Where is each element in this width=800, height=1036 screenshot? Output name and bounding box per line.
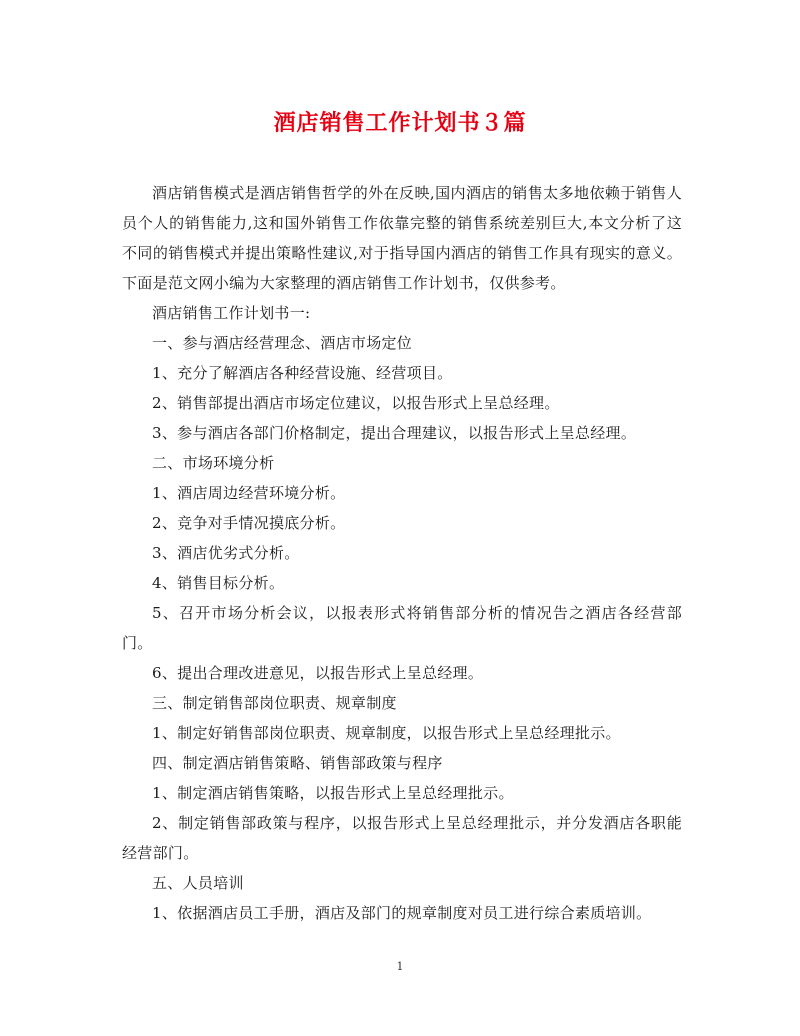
list-item: 1、酒店周边经营环境分析。 — [152, 484, 346, 502]
intro-paragraph: 酒店销售模式是酒店销售哲学的外在反映,国内酒店的销售太多地依赖于销售人员个人的销售能力,这和国外销售工作依靠完整的销售系统差别巨大,本文分析了这不同的销售模式并提出策略性建议,对于指导国内酒店的销售工作具有现实的意义。下面是范文网小编为大家整理的酒店销售工作计划书，仅供参考。 — [122, 184, 682, 292]
section-heading: 五、人员培训 — [152, 874, 244, 892]
section-heading: 酒店销售工作计划书一: — [152, 304, 311, 322]
list-item: 1、依据酒店员工手册，酒店及部门的规章制度对员工进行综合素质培训。 — [152, 904, 652, 922]
section-heading: 一、参与酒店经营理念、酒店市场定位 — [152, 334, 413, 352]
page-number: 1 — [396, 960, 404, 973]
list-item: 1、制定酒店销售策略，以报告形式上呈总经理批示。 — [152, 784, 514, 802]
list-item: 3、酒店优劣式分析。 — [152, 544, 300, 562]
list-item: 2、销售部提出酒店市场定位建议，以报告形式上呈总经理。 — [152, 394, 560, 412]
list-item: 5、召开市场分析会议，以报表形式将销售部分析的情况告之酒店各经营部门。 — [122, 604, 682, 652]
section-heading: 三、制定销售部岗位职责、规章制度 — [152, 694, 397, 712]
list-item: 2、竞争对手情况摸底分析。 — [152, 514, 346, 532]
list-item: 1、充分了解酒店各种经营设施、经营项目。 — [152, 364, 453, 382]
document-body — [122, 178, 682, 928]
list-item: 6、提出合理改进意见，以报告形式上呈总经理。 — [152, 664, 484, 682]
list-item: 1、制定好销售部岗位职责、规章制度，以报告形式上呈总经理批示。 — [152, 724, 621, 742]
list-item: 4、销售目标分析。 — [152, 574, 285, 592]
section-heading: 二、市场环境分析 — [152, 454, 275, 472]
list-item: 2、制定销售部政策与程序，以报告形式上呈总经理批示，并分发酒店各职能经营部门。 — [122, 814, 682, 862]
list-item: 3、参与酒店各部门价格制定，提出合理建议，以报告形式上呈总经理。 — [152, 424, 637, 442]
document-title: 酒店销售工作计划书３篇 — [273, 110, 527, 136]
section-heading: 四、制定酒店销售策略、销售部政策与程序 — [152, 754, 443, 772]
